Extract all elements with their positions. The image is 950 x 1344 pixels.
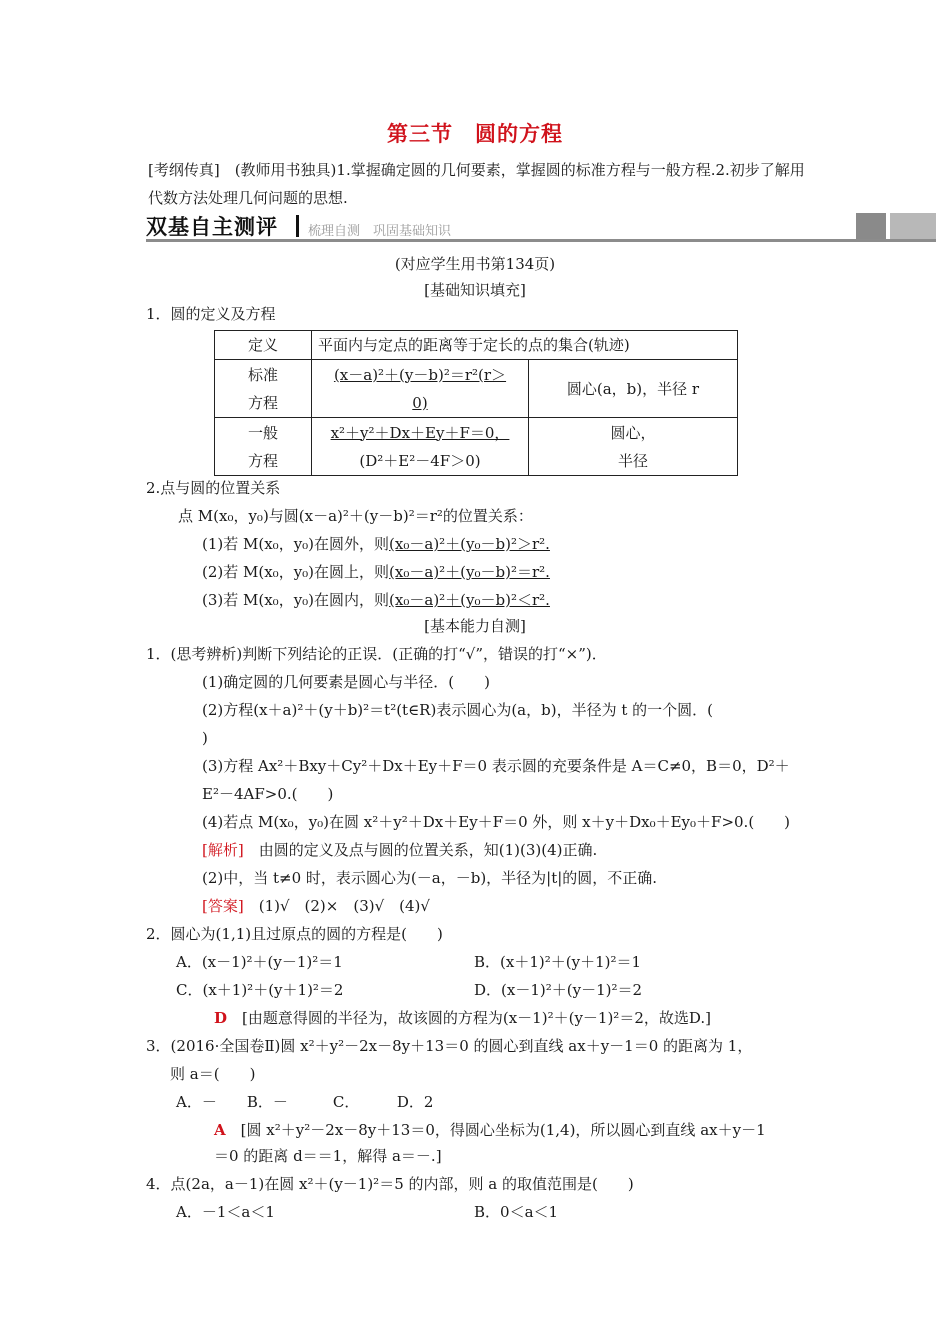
q1-item: (2)方程(x＋a)²＋(y＋b)²＝t²(t∈R)表示圆心为(a，b)，半径为 t 的一个圆．( — [202, 701, 713, 719]
section-header-selftest: [基本能力自测] — [424, 617, 526, 635]
q3-options: A．－ B．－ C． D．2 — [176, 1093, 434, 1111]
analysis-tag: [解析] — [202, 841, 244, 859]
q1-item: ) — [202, 729, 208, 747]
q3-solution-cont: ＝0 的距离 d＝＝1，解得 a＝－.] — [214, 1147, 442, 1165]
q2-option-a: A．(x－1)²＋(y－1)²＝1 — [176, 953, 343, 971]
q2-option-c: C．(x＋1)²＋(y＋1)²＝2 — [176, 981, 344, 999]
table-label-general: 一般 方程 — [215, 418, 312, 476]
q3-stem-cont: 则 a＝( ) — [170, 1065, 256, 1083]
table-general-equation: x²＋y²＋Dx＋Ey＋F＝0， (D²＋E²－4F＞0) — [312, 418, 529, 476]
table-label-standard: 标准 方程 — [215, 360, 312, 418]
point-circle-item: (2)若 M(x₀，y₀)在圆上，则(x₀－a)²＋(y₀－b)²＝r². — [202, 563, 550, 581]
banner-rule — [146, 239, 936, 242]
page-reference: (对应学生用书第134页) — [394, 255, 556, 273]
heading-point-circle: 2.点与圆的位置关系 — [146, 479, 281, 497]
banner-subtitle: 梳理自测 巩固基础知识 — [308, 224, 452, 239]
q1-analysis: [解析] 由圆的定义及点与圆的位置关系，知(1)(3)(4)正确. — [202, 841, 598, 859]
q1-stem: 1．(思考辨析)判断下列结论的正误．(正确的打“√”，错误的打“×”)． — [146, 645, 607, 663]
q1-answer: [答案] (1)√ (2)× (3)√ (4)√ — [202, 897, 430, 915]
q3-solution: A [圆 x²＋y²－2x－8y＋13＝0，得圆心坐标为(1,4)，所以圆心到直线 ax＋y－1 — [214, 1121, 766, 1139]
banner-decor-light — [890, 213, 936, 239]
q2-answer-key: D — [214, 1009, 228, 1027]
q1-item: (1)确定圆的几何要素是圆心与半径．( ) — [202, 673, 490, 691]
table-definition-text: 平面内与定点的距离等于定长的点的集合(轨迹) — [312, 331, 738, 360]
q4-stem: 4．点(2a，a－1)在圆 x²＋(y－1)²＝5 的内部，则 a 的取值范围是( ) — [146, 1175, 634, 1193]
q3-stem: 3．(2016·全国卷Ⅱ)圆 x²＋y²－2x－8y＋13＝0 的圆心到直线 ax＋y－1＝0 的距离为 1， — [146, 1037, 753, 1055]
q2-option-d: D．(x－1)²＋(y－1)²＝2 — [474, 981, 643, 999]
point-circle-item: (3)若 M(x₀，y₀)在圆内，则(x₀－a)²＋(y₀－b)²＜r². — [202, 591, 550, 609]
q1-item: (4)若点 M(x₀，y₀)在圆 x²＋y²＋Dx＋Ey＋F＝0 外，则 x＋y＋Dx₀＋Ey₀＋F>0.( ) — [202, 813, 791, 831]
page-title: 第三节 圆的方程 — [387, 121, 563, 146]
point-circle-item: (1)若 M(x₀，y₀)在圆外，则(x₀－a)²＋(y₀－b)²＞r². — [202, 535, 550, 553]
section-banner — [146, 211, 936, 241]
q2-stem: 2．圆心为(1,1)且过原点的圆的方程是( ) — [146, 925, 443, 943]
point-circle-intro: 点 M(x₀，y₀)与圆(x－a)²＋(y－b)²＝r²的位置关系： — [178, 507, 533, 525]
q1-item: (3)方程 Ax²＋Bxy＋Cy²＋Dx＋Ey＋F＝0 表示圆的充要条件是 A＝C≠0，B＝0，D²＋ — [202, 757, 790, 775]
q4-option-b: B．0＜a＜1 — [474, 1203, 559, 1221]
heading-circle-definition: 1．圆的定义及方程 — [146, 305, 276, 323]
q1-item: E²－4AF>0.( ) — [202, 785, 334, 803]
q2-option-b: B．(x＋1)²＋(y＋1)²＝1 — [474, 953, 642, 971]
answer-tag: [答案] — [202, 897, 244, 915]
section-header-basics: [基础知识填充] — [424, 281, 526, 299]
table-standard-equation: (x－a)²＋(y－b)²＝r²(r＞ 0) — [312, 360, 529, 418]
syllabus-intro: [考纲传真] (教师用书独具)1.掌握确定圆的几何要素，掌握圆的标准方程与一般方程.2.初步了解用代数方法处理几何问题的思想. — [148, 161, 805, 207]
banner-divider — [296, 215, 299, 237]
definition-table — [214, 330, 738, 476]
q2-solution: D [由题意得圆的半径为，故该圆的方程为(x－1)²＋(y－1)²＝2，故选D.] — [214, 1009, 711, 1027]
table-standard-center-radius: 圆心(a，b)，半径 r — [529, 360, 738, 418]
q4-option-a: A．－1＜a＜1 — [176, 1203, 275, 1221]
q1-analysis-line: (2)中，当 t≠0 时，表示圆心为(－a，－b)，半径为|t|的圆，不正确. — [202, 869, 658, 887]
table-general-center-radius: 圆心， 半径 — [529, 418, 738, 476]
table-label-definition: 定义 — [215, 331, 312, 360]
q3-answer-key: A — [214, 1121, 226, 1139]
banner-title: 双基自主测评 — [146, 215, 278, 239]
banner-decor-dark — [856, 213, 886, 239]
